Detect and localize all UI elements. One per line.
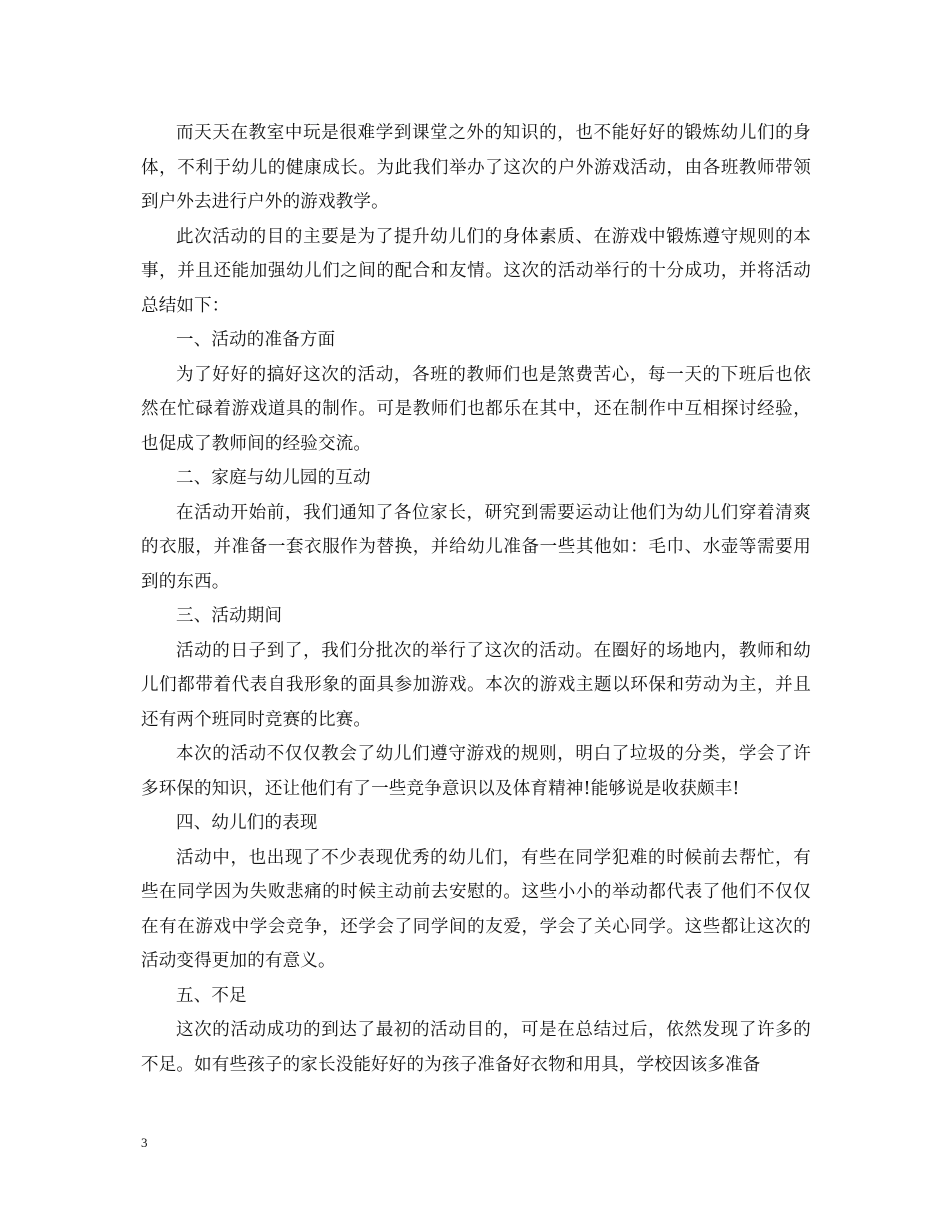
section-heading-preparation: 一、活动的准备方面 — [176, 330, 336, 350]
section-heading-activity-period: 三、活动期间 — [176, 606, 283, 626]
paragraph-2: 此次活动的目的主要是为了提升幼儿们的身体素质、在游戏中锻炼遵守规则的本事，并且还能加强幼儿们之间的配合和友情。这次的活动举行的十分成功，并将活动总结如下： — [141, 226, 811, 316]
paragraph-5: 活动的日子到了，我们分批次的举行了这次的活动。在圈好的场地内，教师和幼儿们都带着代表自我形象的面具参加游戏。本次的游戏主题以环保和劳动为主，并且还有两个班同时竞赛的比赛。 — [141, 640, 811, 730]
paragraph-3: 为了好好的搞好这次的活动，各班的教师们也是煞费苦心，每一天的下班后也依然在忙碌着游戏道具的制作。可是教师们也都乐在其中，还在制作中互相探讨经验，也促成了教师间的经验交流。 — [141, 364, 811, 454]
paragraph-1: 而天天在教室中玩是很难学到课堂之外的知识的，也不能好好的锻炼幼儿们的身体，不利于幼儿的健康成长。为此我们举办了这次的户外游戏活动，由各班教师带领到户外去进行户外的游戏教学。 — [141, 123, 811, 212]
section-heading-family-interaction: 二、家庭与幼儿园的互动 — [176, 468, 371, 488]
page-number: 3 — [141, 1135, 148, 1150]
paragraph-8: 这次的活动成功的到达了最初的活动目的，可是在总结过后，依然发现了许多的不足。如有些孩子的家长没能好好的为孩子准备好衣物和用具，学校因该多准备 — [141, 1020, 811, 1075]
paragraph-7: 活动中，也出现了不少表现优秀的幼儿们，有些在同学犯难的时候前去帮忙，有些在同学因为失败悲痛的时候主动前去安慰的。这些小小的举动都代表了他们不仅仅在有在游戏中学会竞争，还学会了同学间的友爱，学会了关心同学。这些都让这次的活动变得更加的有意义。 — [141, 847, 811, 971]
paragraph-6: 本次的活动不仅仅教会了幼儿们遵守游戏的规则，明白了垃圾的分类，学会了许多环保的知识，还让他们有了一些竞争意识以及体育精神!能够说是收获颇丰! — [141, 744, 811, 799]
section-heading-performance: 四、幼儿们的表现 — [176, 813, 318, 833]
document-body — [141, 116, 811, 1082]
paragraph-4: 在活动开始前，我们通知了各位家长，研究到需要运动让他们为幼儿们穿着清爽的衣服，并准备一套衣服作为替换，并给幼儿准备一些其他如：毛巾、水壶等需要用到的东西。 — [141, 502, 811, 592]
section-heading-shortcomings: 五、不足 — [176, 985, 247, 1006]
